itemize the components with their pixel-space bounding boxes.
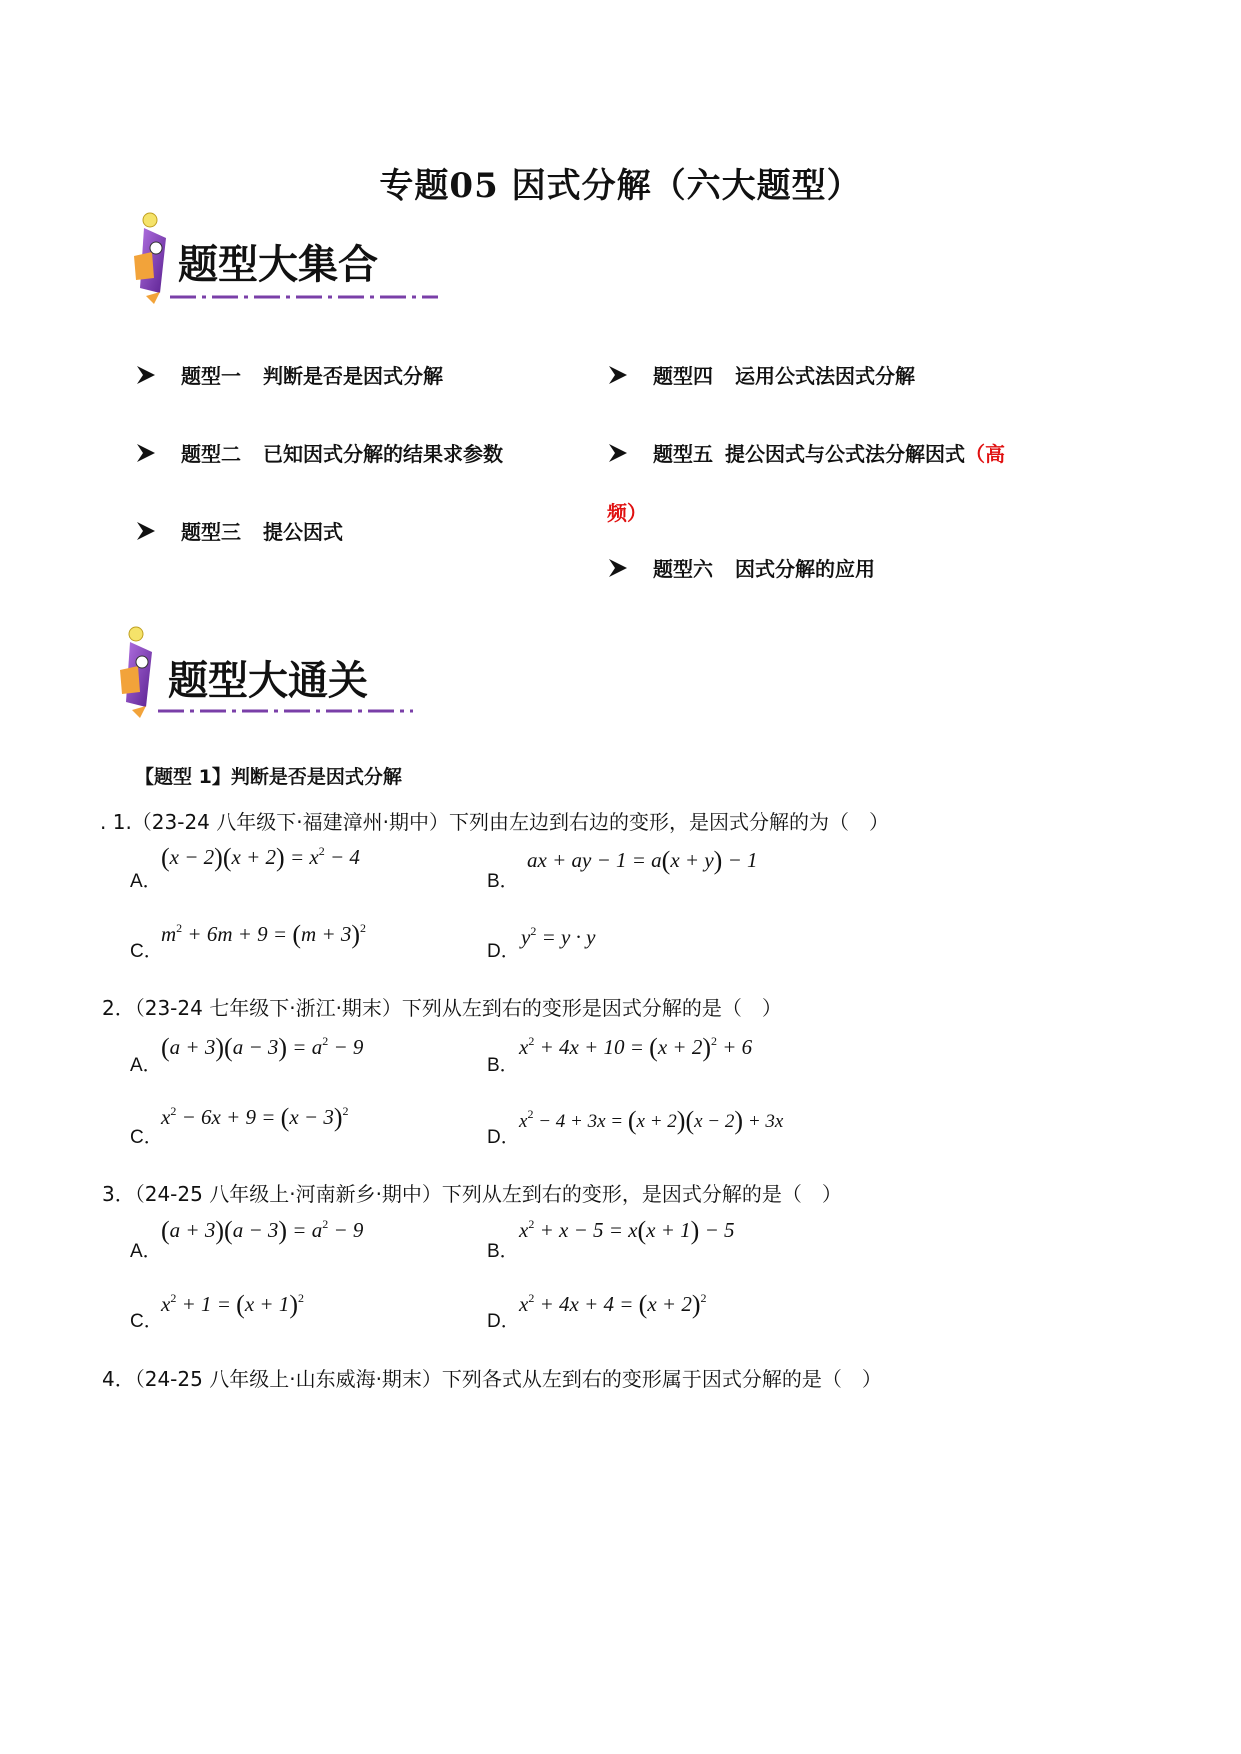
option-label[interactable]: D． <box>487 941 520 962</box>
toc-item-2[interactable]: 题型二 已知因式分解的结果求参数 <box>135 438 503 467</box>
arrow-bullet-icon <box>135 520 157 542</box>
option-formula[interactable]: $(a + 3)(a - 3) = a^2 - 9$ <box>161 1216 364 1245</box>
option-formula[interactable]: $x^2 + x - 5 = x(x + 1) - 5$ <box>519 1216 735 1245</box>
question-number: 4． <box>102 1367 135 1391</box>
section-heading: 【题型 1】判断是否是因式分解 <box>135 766 402 788</box>
question-stem: （23-24 八年级下·福建漳州·期中）下列由左边到右边的变形，是因式分解的为（ ） <box>131 810 889 834</box>
option-label[interactable]: C． <box>130 1311 163 1332</box>
option-formula[interactable]: $(a + 3)(a - 3) = a^2 - 9$ <box>161 1033 364 1062</box>
toc-item-1[interactable]: 题型一 判断是否是因式分解 <box>135 360 443 389</box>
option-label[interactable]: A． <box>130 1241 162 1262</box>
toc-item-3[interactable]: 题型三 提公因式 <box>135 516 343 545</box>
option-formula[interactable]: $x^2 + 4x + 4 = (x + 2)^2$ <box>519 1290 707 1319</box>
option-formula[interactable]: $x^2 - 6x + 9 = (x - 3)^2$ <box>161 1103 349 1132</box>
question-4 <box>102 1363 882 1392</box>
question-3 <box>102 1178 842 1207</box>
arrow-bullet-icon <box>607 364 629 386</box>
option-label[interactable]: B． <box>487 1241 519 1262</box>
question-1 <box>100 806 889 835</box>
option-label[interactable]: C． <box>130 1127 163 1148</box>
arrow-bullet-icon <box>135 442 157 464</box>
section-banner-collection <box>120 208 450 308</box>
arrow-bullet-icon <box>607 442 629 464</box>
toc-item-5[interactable]: 题型五 提公因式与公式法分解因式（高 <box>607 438 1005 467</box>
question-stem: （23-24 七年级下·浙江·期末）下列从左到右的变形是因式分解的是（ ） <box>134 996 782 1020</box>
section-banner-practice <box>108 622 438 722</box>
banner-text: 题型大通关 <box>168 657 368 704</box>
question-stem: （24-25 八年级上·山东威海·期末）下列各式从左到右的变形属于因式分解的是（ ） <box>134 1367 882 1391</box>
option-label[interactable]: A． <box>130 871 162 892</box>
arrow-bullet-icon <box>607 557 629 579</box>
option-label[interactable]: A． <box>130 1055 162 1076</box>
toc-item-6[interactable]: 题型六 因式分解的应用 <box>607 553 875 582</box>
option-formula[interactable]: $x^2 - 4 + 3x = (x + 2)(x - 2) + 3x$ <box>519 1106 784 1135</box>
option-label[interactable]: B． <box>487 871 519 892</box>
wizard-mascot-icon <box>120 627 152 718</box>
question-stem: （24-25 八年级上·河南新乡·期中）下列从左到右的变形，是因式分解的是（ ） <box>134 1182 842 1206</box>
wizard-mascot-icon <box>134 213 166 304</box>
arrow-bullet-icon <box>135 364 157 386</box>
option-label[interactable]: B． <box>487 1055 519 1076</box>
option-formula[interactable]: $m^2 + 6m + 9 = (m + 3)^2$ <box>161 920 367 949</box>
question-number: 2． <box>102 996 135 1020</box>
question-2 <box>102 992 782 1021</box>
option-formula[interactable]: $y^2 = y \cdot y$ <box>521 924 596 949</box>
toc-item-5-note: 频） <box>607 501 647 525</box>
option-formula[interactable]: $(x - 2)(x + 2) = x^2 - 4$ <box>161 843 360 872</box>
question-number: . 1. <box>100 810 132 834</box>
page-title: 专题05 因式分解（六大题型） <box>379 166 862 206</box>
option-formula[interactable]: ax + ay − 1 = a(x + y) − 1 <box>527 846 758 875</box>
option-label[interactable]: C． <box>130 941 163 962</box>
option-formula[interactable]: $x^2 + 4x + 10 = (x + 2)^2 + 6$ <box>519 1033 753 1062</box>
option-label[interactable]: D． <box>487 1127 520 1148</box>
banner-text: 题型大集合 <box>178 241 378 288</box>
option-formula[interactable]: $x^2 + 1 = (x + 1)^2$ <box>161 1290 305 1319</box>
toc-item-4[interactable]: 题型四 运用公式法因式分解 <box>607 360 915 389</box>
question-number: 3． <box>102 1182 135 1206</box>
option-label[interactable]: D． <box>487 1311 520 1332</box>
